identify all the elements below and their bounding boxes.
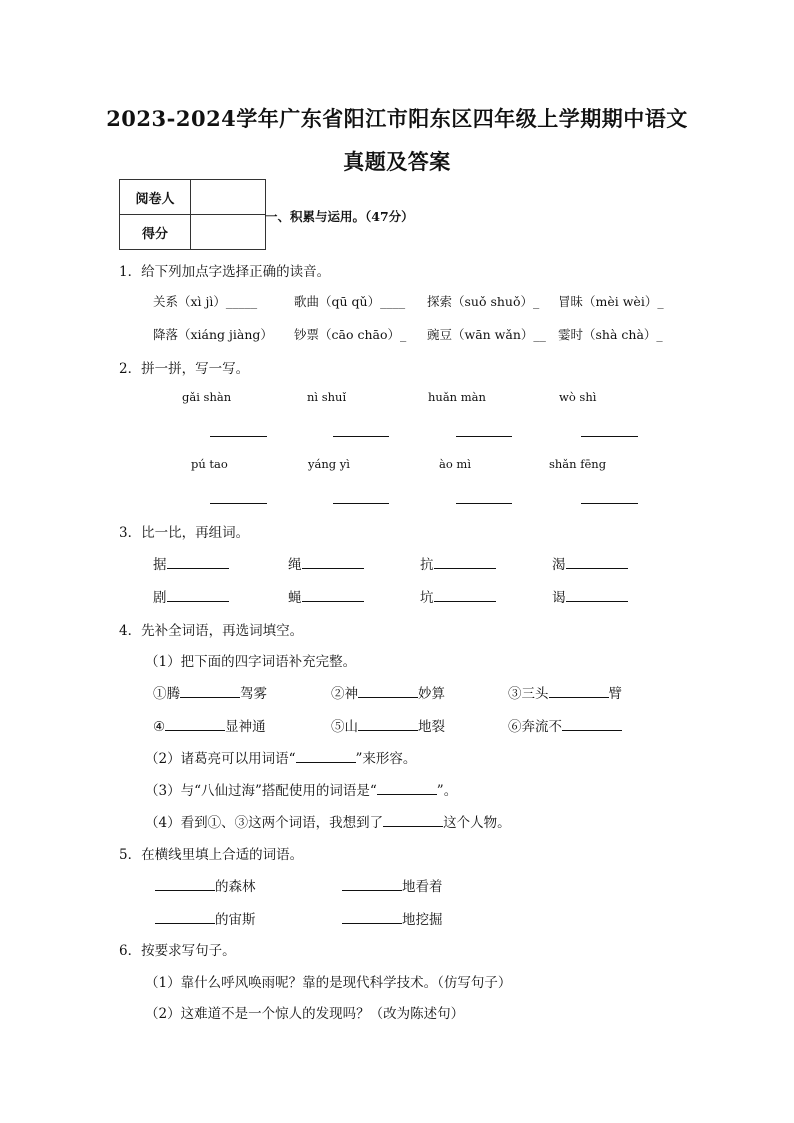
q3-char — [288, 586, 364, 606]
score-cell[interactable] — [191, 215, 266, 250]
q1-item: 豌豆（wān wǎn）__ — [427, 327, 546, 342]
character: 蝇 — [288, 590, 302, 606]
q5-item — [155, 875, 256, 895]
q1-item: 钞票（cāo chāo）_ — [294, 327, 407, 342]
answer-line[interactable] — [562, 718, 622, 731]
answer-line[interactable] — [333, 424, 389, 437]
idiom-item — [508, 682, 622, 702]
q3-char — [552, 553, 628, 573]
pinyin-label: shǎn fēng — [549, 457, 607, 471]
answer-line[interactable] — [566, 556, 628, 569]
idiom-item — [508, 715, 622, 735]
q1-item: 探索（suǒ shuǒ）_ — [427, 294, 540, 309]
answer-line[interactable] — [210, 424, 267, 437]
q4-sub-1: （1）把下面的四字词语补充完整。 — [145, 654, 357, 670]
answer-line[interactable] — [434, 556, 496, 569]
idiom-suffix: 臂 — [608, 686, 622, 702]
q3-char — [153, 553, 229, 573]
pinyin-label: ào mì — [439, 457, 472, 471]
idiom-suffix: 显神通 — [225, 719, 266, 735]
answer-line[interactable] — [155, 878, 215, 891]
text: 地看着 — [402, 879, 443, 895]
character: 谒 — [552, 590, 566, 606]
q6-sub-1: （1）靠什么呼风唤雨呢？靠的是现代科学技术。（仿写句子） — [145, 975, 512, 991]
q4-sub-3 — [145, 779, 457, 799]
text: （4）看到①、③这两个词语，我想到了 — [145, 815, 384, 831]
answer-line[interactable] — [377, 782, 437, 795]
q5-item — [155, 908, 256, 928]
q3-char — [153, 586, 229, 606]
q3-char — [552, 586, 628, 606]
text: 的森林 — [215, 879, 256, 895]
text: 地挖掘 — [402, 912, 443, 928]
q4-sub-4 — [145, 811, 511, 831]
answer-line[interactable] — [456, 491, 512, 504]
answer-line[interactable] — [302, 556, 364, 569]
idiom-item — [331, 715, 445, 735]
answer-line[interactable] — [167, 556, 229, 569]
answer-line[interactable] — [434, 589, 496, 602]
idiom-prefix: ⑥奔流不 — [508, 719, 562, 735]
text: 这个人物。 — [443, 815, 511, 831]
q3-char — [420, 553, 496, 573]
answer-line[interactable] — [302, 589, 364, 602]
text: ”来形容。 — [355, 751, 417, 767]
answer-line[interactable] — [180, 685, 240, 698]
idiom-suffix: 地裂 — [418, 719, 445, 735]
q4-sub-2 — [145, 747, 416, 767]
answer-line[interactable] — [342, 878, 402, 891]
q5-item — [342, 908, 443, 928]
q1-item: 歌曲（qū qǔ）____ — [294, 294, 406, 309]
question-2-stem: 2．拼一拼，写一写。 — [119, 361, 250, 377]
question-3-stem: 3．比一比，再组词。 — [119, 525, 250, 541]
pinyin-label: gǎi shàn — [182, 390, 232, 404]
answer-line[interactable] — [210, 491, 267, 504]
pinyin-label: wò shì — [559, 390, 597, 404]
text: ”。 — [436, 783, 458, 799]
answer-line[interactable] — [581, 424, 638, 437]
q1-item: 降落（xiáng jiàng） — [153, 327, 273, 342]
text: （3）与“八仙过海”搭配使用的词语是“ — [145, 783, 377, 799]
pinyin-label: pú tao — [191, 457, 228, 471]
score-table — [119, 179, 266, 250]
answer-line[interactable] — [383, 814, 443, 827]
character: 渴 — [552, 557, 566, 573]
answer-line[interactable] — [155, 911, 215, 924]
idiom-prefix: ②神 — [331, 686, 358, 702]
q5-item — [342, 875, 443, 895]
character: 剧 — [153, 590, 167, 606]
pinyin-label: yáng yì — [308, 457, 350, 471]
pinyin-label: huǎn màn — [428, 390, 486, 404]
question-4-stem: 4．先补全词语，再选词填空。 — [119, 623, 304, 639]
answer-line[interactable] — [581, 491, 638, 504]
idiom-prefix: ①腾 — [153, 686, 180, 702]
character: 抗 — [420, 557, 434, 573]
idiom-item — [153, 715, 266, 735]
idiom-item — [331, 682, 445, 702]
idiom-suffix: 驾雾 — [240, 686, 267, 702]
reviewer-cell[interactable] — [191, 180, 266, 215]
answer-line[interactable] — [456, 424, 512, 437]
idiom-prefix: ⑤山 — [331, 719, 358, 735]
answer-line[interactable] — [165, 718, 225, 731]
character: 坑 — [420, 590, 434, 606]
answer-line[interactable] — [342, 911, 402, 924]
reviewer-label: 阅卷人 — [120, 180, 191, 215]
pinyin-label: nì shuǐ — [307, 390, 347, 404]
page-title-line2: 真题及答案 — [343, 149, 451, 174]
text: 的宙斯 — [215, 912, 256, 928]
answer-line[interactable] — [566, 589, 628, 602]
page-title: 2023-2024学年广东省阳江市阳东区四年级上学期期中语文 — [106, 106, 688, 131]
idiom-suffix: 妙算 — [418, 686, 445, 702]
answer-line[interactable] — [358, 685, 418, 698]
answer-line[interactable] — [549, 685, 609, 698]
q1-item: 冒昧（mèi wèi）_ — [558, 294, 664, 309]
character: 据 — [153, 557, 167, 573]
idiom-prefix: ④ — [153, 719, 166, 735]
q3-char — [288, 553, 364, 573]
question-6-stem: 6．按要求写句子。 — [119, 943, 236, 959]
q6-sub-2: （2）这难道不是一个惊人的发现吗？（改为陈述句） — [145, 1006, 465, 1022]
answer-line[interactable] — [296, 750, 356, 763]
question-1-stem: 1．给下列加点字选择正确的读音。 — [119, 264, 331, 280]
answer-line[interactable] — [333, 491, 389, 504]
idiom-item — [153, 682, 267, 702]
answer-line[interactable] — [358, 718, 418, 731]
question-5-stem: 5．在横线里填上合适的词语。 — [119, 847, 304, 863]
q1-item: 霎时（shà chà）_ — [558, 327, 663, 342]
idiom-prefix: ③三头 — [508, 686, 549, 702]
answer-line[interactable] — [167, 589, 229, 602]
character: 绳 — [288, 557, 302, 573]
text: （2）诸葛亮可以用词语“ — [145, 751, 296, 767]
score-label: 得分 — [120, 215, 191, 250]
q1-item: 关系（xì jì）_____ — [153, 294, 258, 309]
section-heading: 一、积累与运用。（47分） — [265, 209, 414, 224]
q3-char — [420, 586, 496, 606]
